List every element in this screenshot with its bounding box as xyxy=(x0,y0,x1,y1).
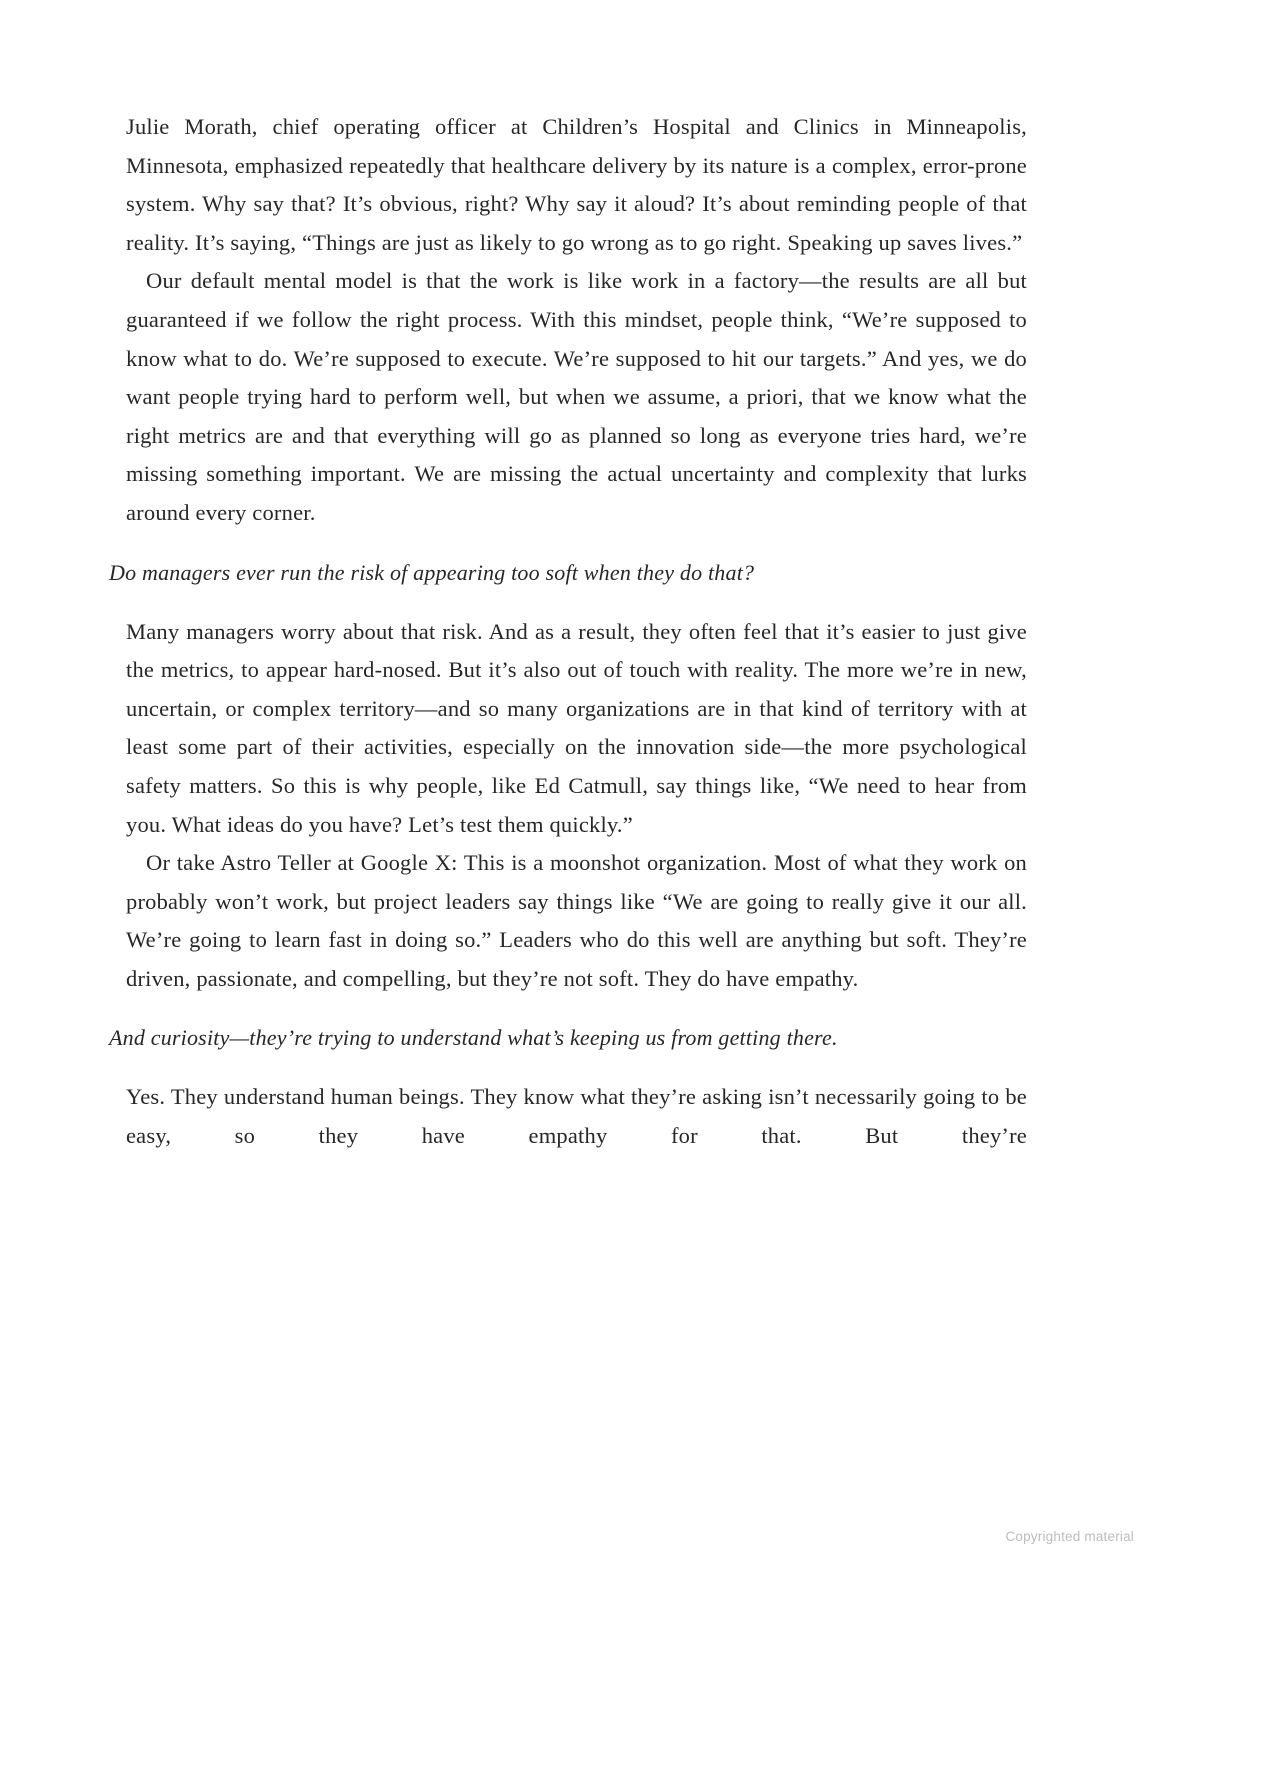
paragraph: Julie Morath, chief operating officer at Children’s Hospital and Clinics in Minneapolis, Minnesota, emphasized repeatedly that healthcare delivery by its nature is a complex, error-prone system. Why say that? It’s obvious, right? Why say it aloud? It’s about reminding people of that reality. It’s saying, “Things are just as likely to go wrong as to go right. Speaking up saves lives.” xyxy=(126,114,1027,255)
paragraph: Or take Astro Teller at Google X: This is a moonshot organization. Most of what they work on probably won’t work, but project leaders say things like “We are going to really give it our all. We’re going to learn fast in doing so.” Leaders who do this well are anything but soft. They’re driven, passionate, and compelling, but they’re not soft. They do have empathy. xyxy=(126,850,1027,991)
copyright-notice: Copyrighted material xyxy=(1005,1529,1134,1544)
paragraph: Our default mental model is that the work is like work in a factory—the results are all but guaranteed if we follow the right process. With this mindset, people think, “We’re supposed to know what to do. We’re supposed to execute. We’re supposed to hit our targets.” And yes, we do want people trying hard to perform well, but when we assume, a priori, that we know what the right metrics are and that everything will go as planned so long as everyone tries hard, we’re missing something important. We are missing the actual uncertainty and complexity that lurks around every corner. xyxy=(126,268,1027,525)
paragraph: Yes. They understand human beings. They know what they’re asking isn’t necessarily going to be easy, so they have empathy for that. But they’re xyxy=(126,1084,1027,1149)
interview-question: Do managers ever run the risk of appearing too soft when they do that? xyxy=(109,559,755,585)
page-text-block xyxy=(109,108,1027,1156)
interview-question: And curiosity—they’re trying to understand what’s keeping us from getting there. xyxy=(109,1025,838,1051)
paragraph: Many managers worry about that risk. And as a result, they often feel that it’s easier to just give the metrics, to appear hard-nosed. But it’s also out of touch with reality. The more we’re in new, uncertain, or complex territory—and so many organizations are in that kind of territory with at least some part of their activities, especially on the innovation side—the more psychological safety matters. So this is why people, like Ed Catmull, say things like, “We need to hear from you. What ideas do you have? Let’s test them quickly.” xyxy=(126,618,1027,837)
